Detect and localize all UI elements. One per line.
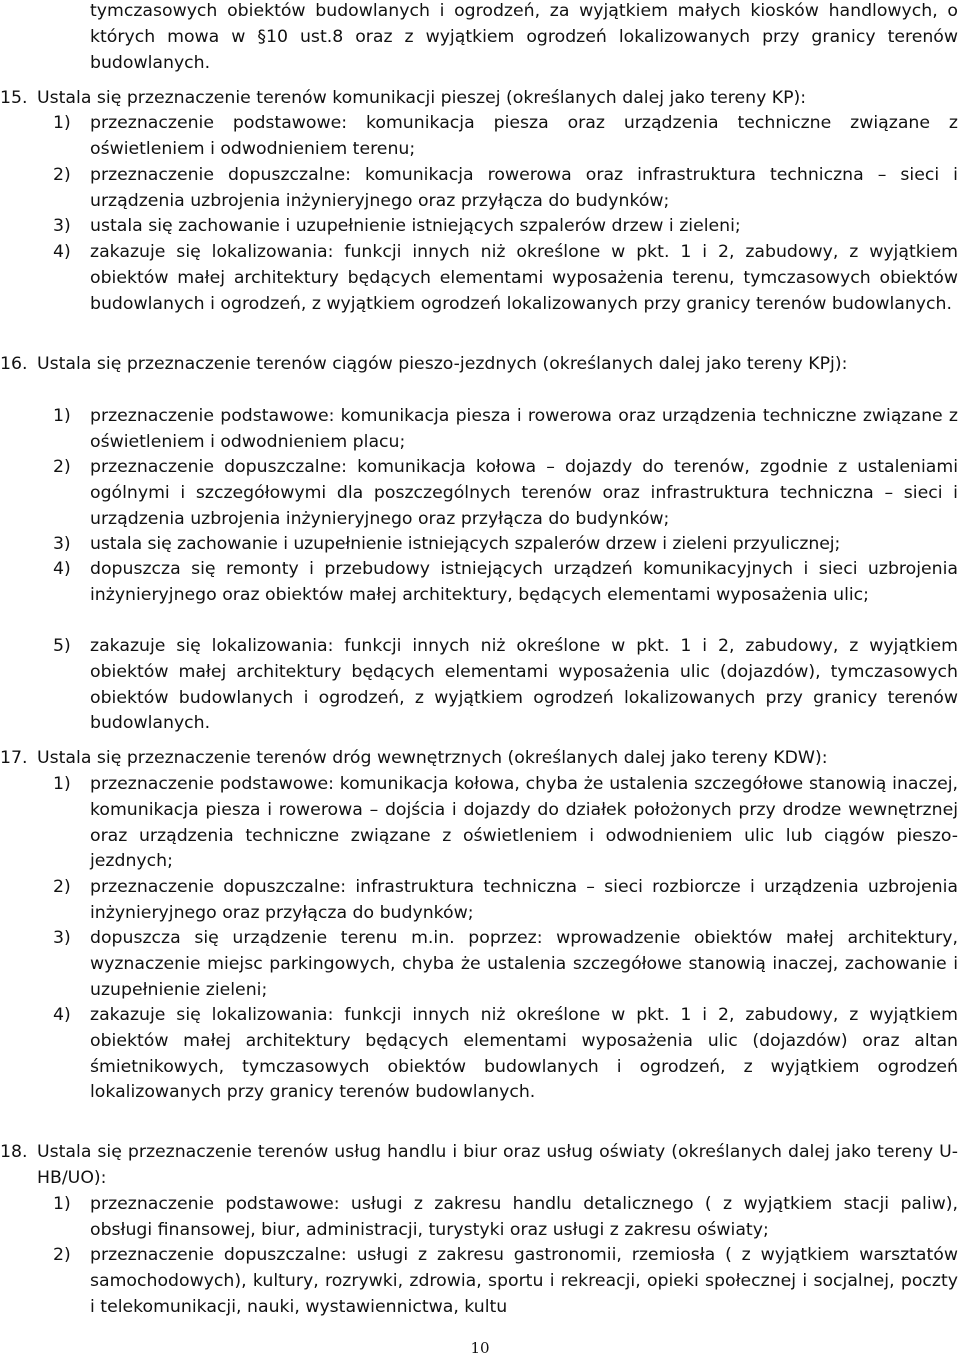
continuation-paragraph: tymczasowych obiektów budowlanych i ogrodzeń, za wyjątkiem małych kiosków handlowych, o których mowa w §10 ust.8 oraz z wyjątkiem ogrodzeń lokalizowanych przy granicy terenów budowlanych.	[90, 1, 958, 73]
item-number: 2)	[53, 877, 71, 897]
section-number: 15.	[0, 88, 28, 108]
item-number: 3)	[53, 216, 71, 236]
item-text: przeznaczenie dopuszczalne: komunikacja rowerowa oraz infrastruktura techniczna – sieci i urządzenia uzbrojenia inżynieryjnego oraz przyłącza do budynków;	[90, 165, 958, 211]
section-17	[0, 746, 958, 772]
item-number: 3)	[53, 928, 71, 948]
item-number: 3)	[53, 534, 71, 554]
item-text: zakazuje się lokalizowania: funkcji innych niż określone w pkt. 1 i 2, zabudowy, z wyjątkiem obiektów małej architektury będących elementami wyposażenia ulic (dojazdów) oraz altan śmietnikowych, tymczasowych obiektów budowlanych i ogrodzeń, z wyjątkiem ogrodzeń lokalizowanych przy granicy terenów budowlanych.	[90, 1005, 958, 1103]
item-number: 4)	[53, 1005, 71, 1025]
item-number: 2)	[53, 457, 71, 477]
item-text: dopuszcza się remonty i przebudowy istniejących urządzeń komunikacyjnych i sieci uzbrojenia inżynieryjnego oraz obiektów małej architektury, będących elementami wyposażenia ulic;	[90, 559, 958, 605]
item-text: zakazuje się lokalizowania: funkcji innych niż określone w pkt. 1 i 2, zabudowy, z wyjątkiem obiektów małej architektury będących elementami wyposażenia terenu, tymczasowych obiektów budowlanych i ogrodzeń, z wyjątkiem ogrodzeń lokalizowanych przy granicy terenów budowlanych.	[90, 242, 958, 314]
page-number: 10	[470, 1339, 490, 1357]
item-text: przeznaczenie podstawowe: usługi z zakresu handlu detalicznego ( z wyjątkiem stacji paliw), obsługi finansowej, biur, administracji, turystyki oraz usługi z zakresu oświaty;	[90, 1194, 958, 1240]
section-18	[0, 1140, 958, 1192]
item-text: dopuszcza się urządzenie terenu m.in. poprzez: wprowadzenie obiektów małej architektury, wyznaczenie miejsc parkingowych, chyba że ustalenia szczegółowe stanowią inaczej, zachowanie i uzupełnienie zieleni;	[90, 928, 958, 1000]
item-text: przeznaczenie podstawowe: komunikacja kołowa, chyba że ustalenia szczegółowe stanowią inaczej, komunikacja piesza i rowerowa – dojścia i dojazdy do działek położonych przy drodze wewnętrznej oraz urządzenia techniczne związane z oświetleniem i odwodnieniem ulic lub ciągów pieszo-jezdnych;	[90, 774, 958, 872]
item-number: 4)	[53, 559, 71, 579]
section-number: 17.	[0, 748, 28, 768]
section-15	[0, 86, 958, 112]
list-item	[53, 926, 958, 1003]
list-item	[53, 634, 958, 737]
item-text: przeznaczenie podstawowe: komunikacja piesza i rowerowa oraz urządzenia techniczne związane z oświetleniem i odwodnieniem placu;	[90, 406, 958, 452]
section-number: 16.	[0, 354, 28, 374]
item-text: zakazuje się lokalizowania: funkcji innych niż określone w pkt. 1 i 2, zabudowy, z wyjątkiem obiektów małej architektury będących elementami wyposażenia ulic (dojazdów), tymczasowych obiektów budowlanych i ogrodzeń, z wyjątkiem ogrodzeń lokalizowanych przy granicy terenów budowlanych.	[90, 636, 958, 734]
list-item	[53, 1243, 958, 1320]
list-item	[53, 404, 958, 456]
item-number: 1)	[53, 113, 71, 133]
item-text: ustala się zachowanie i uzupełnienie istniejących szpalerów drzew i zieleni;	[90, 216, 741, 236]
section-number: 18.	[0, 1142, 28, 1162]
list-item	[53, 875, 958, 927]
list-item	[53, 1003, 958, 1106]
list-item	[53, 557, 958, 609]
list-item	[53, 1192, 958, 1244]
item-number: 1)	[53, 406, 71, 426]
section-16	[0, 352, 958, 378]
item-text: przeznaczenie podstawowe: komunikacja piesza oraz urządzenia techniczne związane z oświetleniem i odwodnieniem terenu;	[90, 113, 958, 159]
list-item	[53, 214, 958, 240]
list-item	[53, 240, 958, 317]
item-number: 1)	[53, 1194, 71, 1214]
item-number: 2)	[53, 1245, 71, 1265]
list-item	[53, 111, 958, 163]
section-text: Ustala się przeznaczenie terenów usług handlu i biur oraz usług oświaty (określanych dalej jako tereny U-HB/UO):	[37, 1142, 958, 1188]
section-text: Ustala się przeznaczenie terenów dróg wewnętrznych (określanych dalej jako tereny KDW):	[37, 748, 828, 768]
list-item	[53, 163, 958, 215]
item-number: 1)	[53, 774, 71, 794]
list-item	[53, 455, 958, 532]
item-number: 2)	[53, 165, 71, 185]
item-text: przeznaczenie dopuszczalne: usługi z zakresu gastronomii, rzemiosła ( z wyjątkiem warsztatów samochodowych), kultury, rozrywki, zdrowia, sportu i rekreacji, opieki społecznej i socjalnej, poczty i telekomunikacji, nauki, wystawiennictwa, kultu	[90, 1245, 958, 1317]
item-text: przeznaczenie dopuszczalne: komunikacja kołowa – dojazdy do terenów, zgodnie z ustaleniami ogólnymi i szczegółowymi dla poszczególnych terenów oraz infrastruktura techniczna – sieci i urządzenia uzbrojenia inżynieryjnego oraz przyłącza do budynków;	[90, 457, 958, 529]
item-number: 4)	[53, 242, 71, 262]
list-item	[53, 772, 958, 875]
section-text: Ustala się przeznaczenie terenów komunikacji pieszej (określanych dalej jako tereny KP):	[37, 88, 807, 108]
list-item	[53, 532, 958, 558]
item-text: ustala się zachowanie i uzupełnienie istniejących szpalerów drzew i zieleni przyulicznej;	[90, 534, 841, 554]
item-text: przeznaczenie dopuszczalne: infrastruktura techniczna – sieci rozbiorcze i urządzenia uzbrojenia inżynieryjnego oraz przyłącza do budynków;	[90, 877, 958, 923]
section-text: Ustala się przeznaczenie terenów ciągów pieszo-jezdnych (określanych dalej jako tereny KPj):	[37, 354, 848, 374]
item-number: 5)	[53, 636, 71, 656]
